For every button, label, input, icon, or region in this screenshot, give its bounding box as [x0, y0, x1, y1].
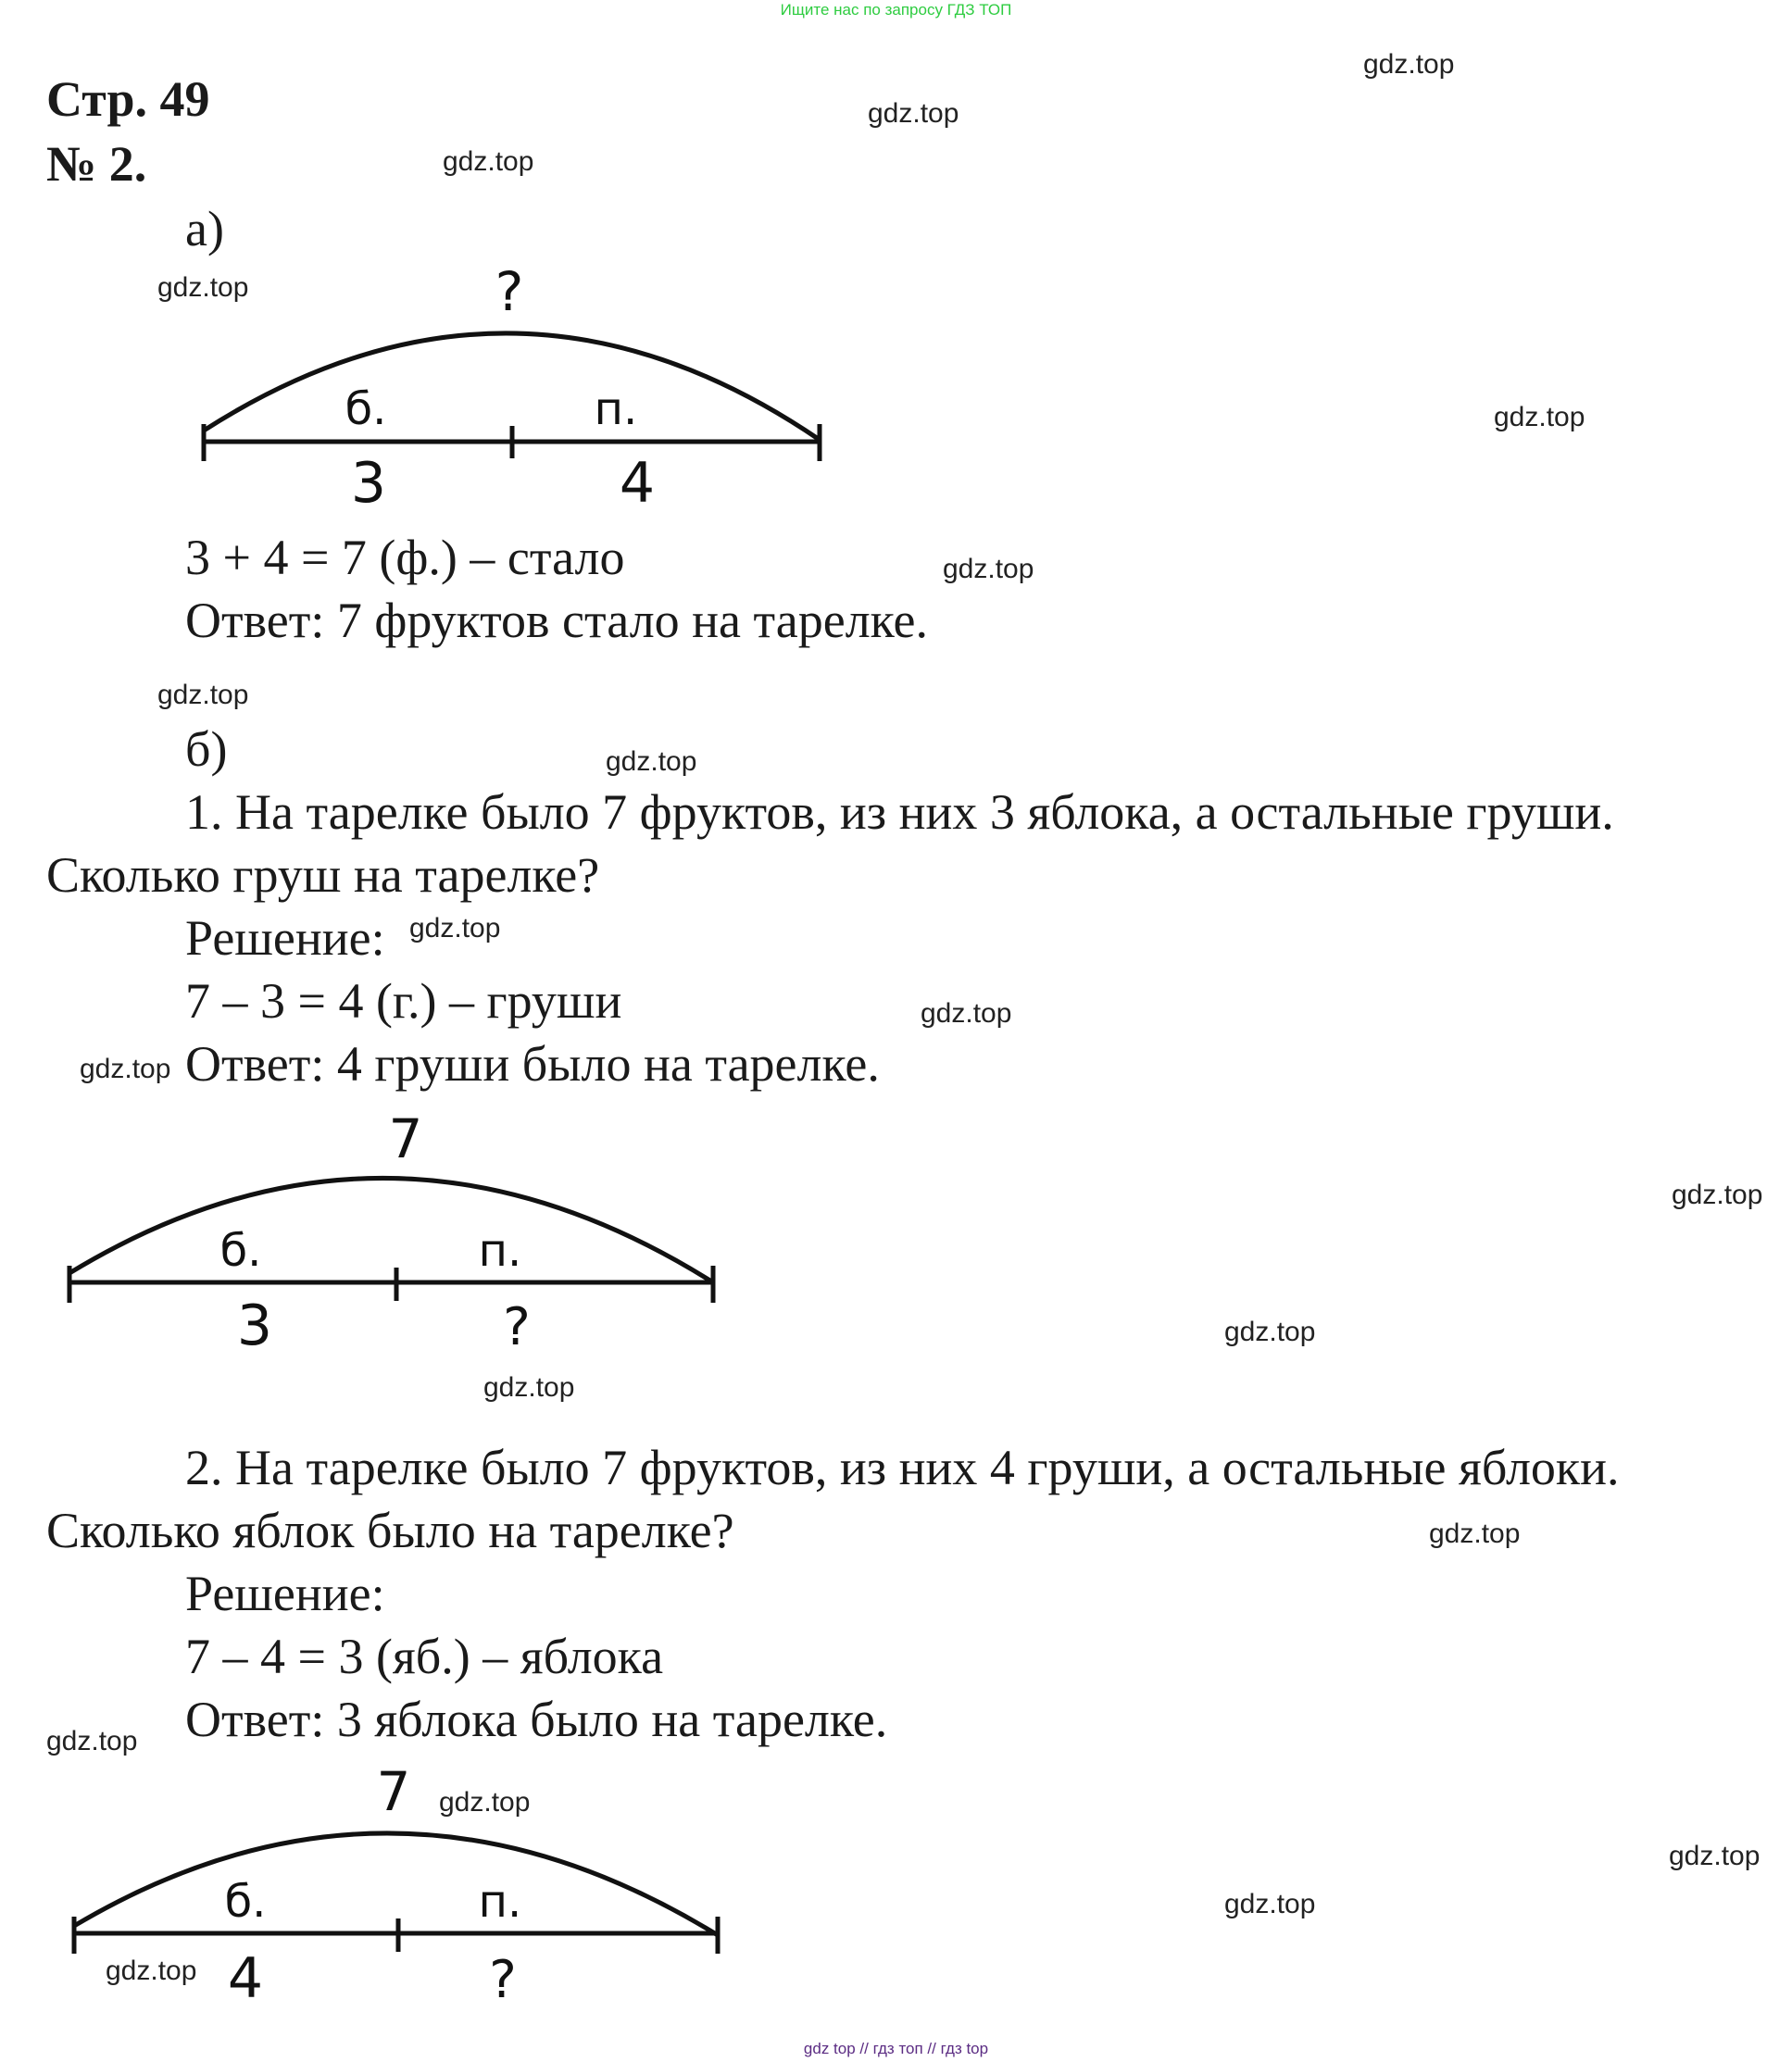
problem1-text-line2: Сколько груш на тарелке? — [46, 847, 600, 903]
diagram-a-left-tag: б. — [345, 383, 387, 435]
diagram-b1-total: 7 — [388, 1107, 423, 1170]
watermark: gdz.top — [1669, 1841, 1761, 1871]
diagram-b1-left-tag: б. — [219, 1225, 262, 1277]
problem2-solution-label: Решение: — [185, 1566, 385, 1621]
watermark: gdz.top — [46, 1726, 138, 1756]
problem2-text-line2: Сколько яблок было на тарелке? — [46, 1503, 734, 1558]
part-a-equation: 3 + 4 = 7 (ф.) – стало — [185, 530, 625, 585]
watermark: gdz.top — [1363, 49, 1455, 80]
watermark: gdz.top — [606, 746, 697, 777]
diagram-b1-left-value: 3 — [236, 1293, 273, 1358]
diagram-b1-right-tag: п. — [478, 1225, 522, 1277]
diagram-a-left-value: 3 — [350, 451, 387, 516]
watermark: gdz.top — [868, 98, 959, 129]
diagram-b2-right-tag: п. — [478, 1876, 522, 1928]
diagram-b2-left-tag: б. — [224, 1876, 267, 1928]
diagram-b2-right-value: ? — [489, 1950, 517, 2010]
part-a-label: а) — [185, 201, 224, 256]
watermark: gdz.top — [80, 1054, 171, 1084]
problem1-equation: 7 – 3 = 4 (г.) – груши — [185, 973, 622, 1029]
diagram-a-right-tag: п. — [594, 383, 638, 435]
problem2-answer: Ответ: 3 яблока было на тарелке. — [185, 1692, 888, 1747]
watermark: gdz.top — [443, 146, 534, 177]
exercise-number-heading: № 2. — [46, 136, 147, 192]
watermark: gdz.top — [1672, 1180, 1763, 1210]
watermark: gdz.top — [157, 272, 249, 303]
watermark: gdz.top — [1224, 1889, 1316, 1919]
diagram-a-total: ? — [495, 260, 524, 323]
watermark: gdz.top — [1224, 1317, 1316, 1347]
watermark: gdz.top — [439, 1787, 531, 1818]
diagram-a — [185, 259, 833, 516]
watermark: gdz.top — [409, 913, 501, 944]
watermark: gdz.top — [943, 554, 1034, 584]
diagram-b2-total: 7 — [376, 1760, 411, 1823]
diagram-a-right-value: 4 — [619, 451, 656, 516]
bottom-banner[interactable]: gdz top // гдз топ // гдз top — [803, 2040, 989, 2057]
part-a-answer: Ответ: 7 фруктов стало на тарелке. — [185, 593, 929, 648]
diagram-b1-right-value: ? — [503, 1297, 531, 1357]
watermark: gdz.top — [921, 998, 1012, 1029]
top-banner[interactable]: Ищите нас по запросу ГДЗ ТОП — [780, 1, 1012, 19]
page-number-heading: Стр. 49 — [46, 71, 210, 127]
diagram-a-arc — [204, 333, 820, 440]
problem2-equation: 7 – 4 = 3 (яб.) – яблока — [185, 1629, 664, 1684]
watermark: gdz.top — [106, 1956, 197, 1986]
watermark: gdz.top — [483, 1372, 575, 1403]
problem1-solution-label: Решение: — [185, 910, 385, 966]
part-b-label: б) — [185, 721, 228, 777]
diagram-b2-left-value: 4 — [227, 1946, 264, 2011]
diagram-b1 — [56, 1106, 722, 1361]
watermark: gdz.top — [157, 680, 249, 710]
diagram-b1-arc — [69, 1178, 713, 1282]
problem1-answer: Ответ: 4 груши было на тарелке. — [185, 1036, 880, 1092]
problem1-text-line1: 1. На тарелке было 7 фруктов, из них 3 яблока, а остальные груши. — [185, 784, 1614, 840]
watermark: gdz.top — [1429, 1518, 1521, 1549]
problem2-text-line1: 2. На тарелке было 7 фруктов, из них 4 груши, а остальные яблоки. — [185, 1440, 1620, 1495]
watermark: gdz.top — [1494, 402, 1585, 432]
